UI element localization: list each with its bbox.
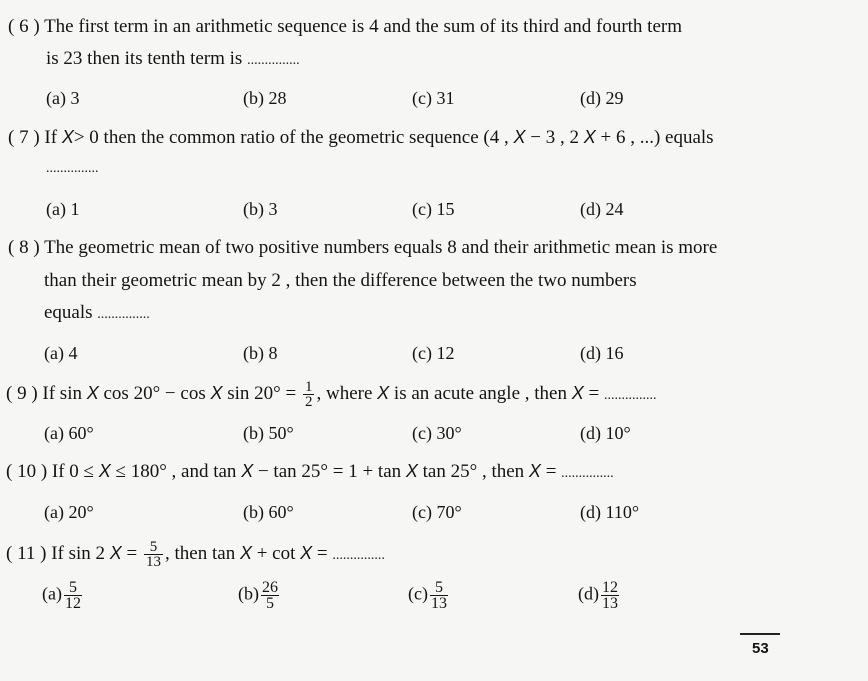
option-fraction [601, 580, 619, 611]
question-text: , where [316, 382, 373, 404]
question-text: is 23 then its tenth term is [46, 48, 243, 69]
variable-x: X [98, 461, 111, 481]
question-number: ( 8 ) [8, 237, 40, 258]
question-text: − 3 , 2 [530, 127, 579, 148]
fraction-numerator: 12 [602, 579, 618, 596]
question-6-line-2 [46, 48, 300, 72]
question-text: ≤ 180° , and tan [115, 461, 237, 482]
fraction-denominator: 2 [304, 394, 313, 410]
question-text: tan 25° , then [422, 461, 525, 482]
option-label: (d) [578, 583, 599, 604]
option-a: (a) 20° [44, 502, 94, 522]
question-text: = [588, 382, 600, 404]
option-d: (d) 110° [580, 502, 640, 522]
option-fraction [430, 580, 448, 611]
option-c: (c) 30° [412, 423, 462, 443]
fraction-denominator: 13 [430, 595, 447, 612]
option-fraction [64, 580, 82, 611]
question-text: > 0 then the common ratio of the geometric sequence (4 , [73, 127, 509, 148]
fraction-one-half [303, 380, 315, 409]
variable-x: X [513, 127, 526, 147]
option-a: (a) 1 [46, 199, 80, 219]
variable-x: X [377, 382, 390, 403]
variable-x: X [583, 127, 596, 147]
question-text: cos 20° − cos [103, 382, 206, 404]
option-c: (c) 15 [412, 199, 455, 219]
option-d: (d) 10° [580, 423, 631, 443]
option-b: (b) 50° [243, 423, 294, 443]
fraction-numerator: 5 [64, 580, 82, 596]
question-text: If sin [42, 382, 82, 404]
option-b: (b) 28 [243, 88, 287, 108]
fraction-denominator: 13 [146, 554, 162, 570]
question-text: is an acute angle , then [393, 382, 567, 404]
option-c [408, 580, 448, 611]
question-text: − tan 25° = 1 + tan [257, 461, 402, 482]
variable-x: X [528, 461, 541, 481]
question-7-line-1 [8, 126, 714, 149]
answer-blank: ............... [46, 161, 99, 176]
variable-x: X [109, 542, 122, 563]
option-a [42, 580, 82, 611]
question-text: If 0 ≤ [51, 461, 94, 482]
fraction-numerator: 26 [262, 579, 278, 596]
option-c: (c) 70° [412, 502, 462, 522]
answer-blank: ............... [603, 387, 657, 403]
option-label: (a) [42, 583, 62, 604]
option-label: (c) [408, 583, 428, 604]
question-text: equals [44, 302, 93, 323]
question-11-line-1 [6, 540, 385, 569]
fraction-denominator: 5 [266, 595, 274, 612]
question-text: The first term in an arithmetic sequence is 4 and the sum of its third and fourth term [44, 16, 682, 37]
question-text: sin 20° = [227, 382, 297, 404]
question-number: ( 6 ) [8, 16, 40, 37]
option-fraction [261, 580, 279, 611]
question-text: + 6 , ...) equals [600, 127, 714, 148]
question-7-line-2 [46, 156, 99, 180]
variable-x: X [210, 382, 223, 403]
question-9-line-1 [6, 380, 656, 409]
option-label: (b) [238, 583, 259, 604]
option-a: (a) 60° [44, 423, 94, 443]
question-number: ( 11 ) [6, 542, 47, 564]
variable-x: X [239, 542, 252, 563]
question-number: ( 7 ) [8, 127, 40, 148]
question-8-line-1 [8, 237, 717, 259]
answer-blank: ............... [561, 466, 614, 481]
option-c: (c) 31 [412, 88, 455, 108]
question-8-line-2: than their geometric mean by 2 , then the difference between the two numbers [44, 270, 637, 291]
fraction-numerator: 5 [430, 580, 448, 596]
question-text: = [316, 542, 328, 564]
answer-blank: ............... [97, 307, 150, 322]
option-d: (d) 24 [580, 199, 624, 219]
question-text: The geometric mean of two positive numbers equals 8 and their arithmetic mean is more [44, 237, 718, 258]
question-6-line-1 [8, 16, 682, 38]
variable-x: X [61, 127, 74, 147]
variable-x: X [300, 542, 313, 563]
option-b: (b) 60° [243, 502, 294, 522]
fraction-denominator: 13 [602, 595, 618, 612]
page-number-rule [740, 633, 780, 635]
fraction-denominator: 12 [64, 595, 81, 612]
question-number: ( 9 ) [6, 382, 38, 404]
option-b: (b) 3 [243, 199, 278, 219]
option-d: (d) 16 [580, 343, 624, 363]
question-8-line-3 [44, 302, 150, 326]
fraction-numerator: 5 [144, 540, 163, 555]
page-number: 53 [752, 640, 769, 657]
variable-x: X [405, 461, 418, 481]
option-a: (a) 3 [46, 88, 80, 108]
fraction-numerator: 1 [304, 379, 313, 395]
question-text: If [44, 127, 58, 148]
answer-blank: ............... [332, 547, 385, 563]
question-text: If sin 2 [51, 542, 106, 564]
answer-blank: ............... [247, 53, 300, 68]
question-text: = [545, 461, 557, 482]
option-d: (d) 29 [580, 88, 624, 108]
fraction-five-thirteenths [144, 540, 163, 569]
question-text: = [126, 542, 138, 564]
option-a: (a) 4 [44, 343, 78, 363]
question-text: + cot [256, 542, 296, 564]
option-d [578, 580, 619, 611]
question-number: ( 10 ) [6, 461, 48, 482]
option-c: (c) 12 [412, 343, 455, 363]
variable-x: X [86, 382, 99, 403]
option-b [238, 580, 279, 611]
question-text: , then tan [165, 542, 236, 564]
variable-x: X [571, 382, 584, 403]
variable-x: X [241, 461, 254, 481]
question-10-line-1 [6, 460, 614, 485]
option-b: (b) 8 [243, 343, 278, 363]
